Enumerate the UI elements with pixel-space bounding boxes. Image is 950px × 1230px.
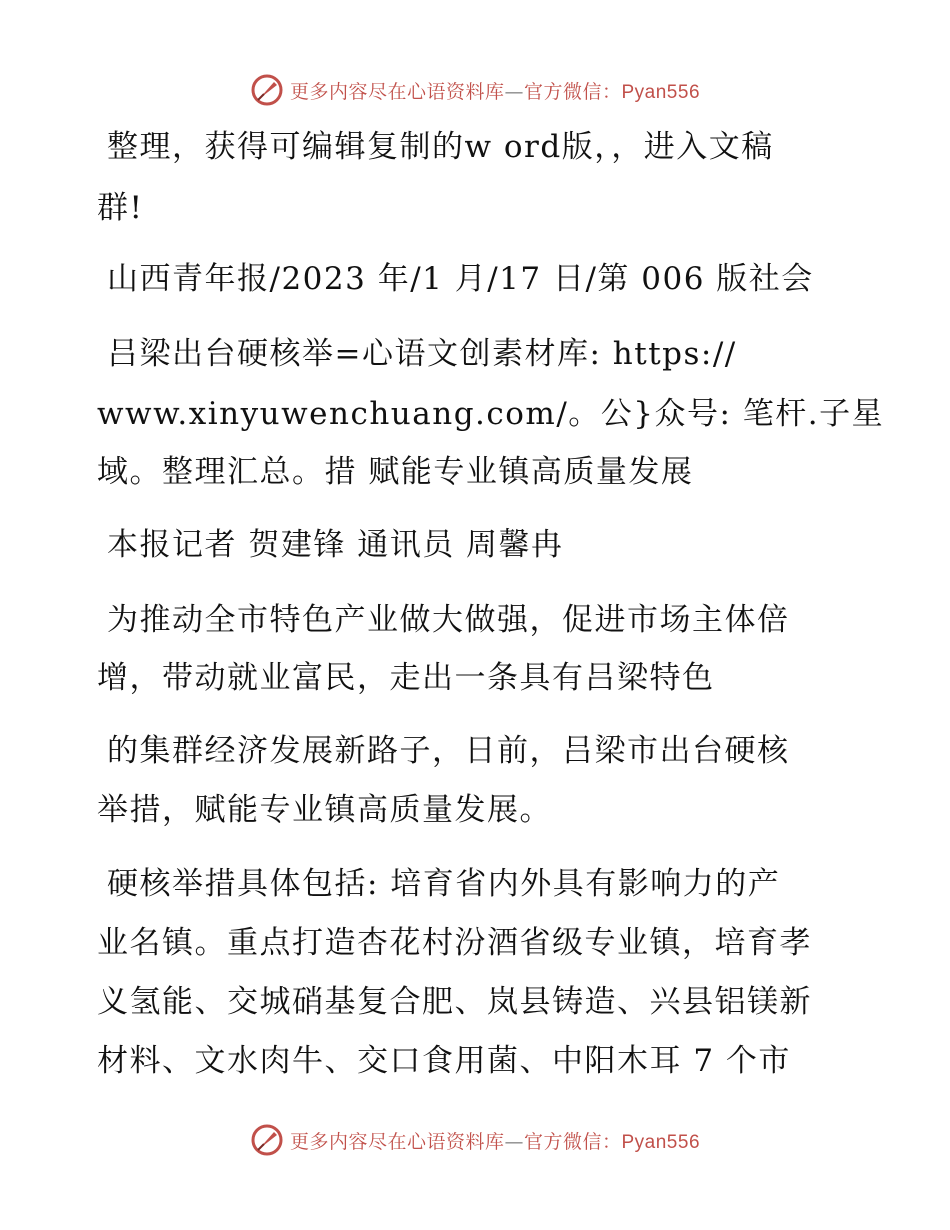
article-line: 本报记者 贺建锋 通讯员 周馨冉 — [107, 527, 564, 563]
banner-contact: 官方微信：Pyan556 — [524, 81, 701, 103]
banner-separator: — — [504, 80, 524, 103]
article-line: 义氢能、交城硝基复合肥、岚县铸造、兴县铝镁新 — [97, 984, 812, 1020]
article-line: 域。整理汇总。措 赋能专业镇高质量发展 — [97, 454, 694, 490]
article-line: 硬核举措具体包括: 培育省内外具有影响力的产 — [107, 866, 781, 902]
article-line: 为推动全市特色产业做大做强，促进市场主体倍 — [107, 602, 790, 638]
banner-title: 更多内容尽在心语资料库 — [289, 80, 505, 103]
header-banner — [0, 70, 950, 110]
article-line: 材料、文水肉牛、交口食用菌、中阳木耳 7 个市 — [97, 1043, 791, 1079]
article-line: 群! — [97, 190, 144, 226]
footer-banner — [0, 1120, 950, 1160]
footer-banner-contact: 官方微信：Pyan556 — [524, 1131, 701, 1153]
article-line: 的集群经济发展新路子，日前，吕梁市出台硬核 — [107, 733, 790, 769]
banner-text — [290, 77, 700, 104]
feather-logo-icon — [250, 73, 284, 107]
article-line: 山西青年报/2023 年/1 月/17 日/第 006 版社会 — [107, 261, 814, 297]
footer-banner-separator: — — [504, 1130, 524, 1153]
feather-logo-icon — [250, 1123, 284, 1157]
footer-banner-text — [290, 1127, 700, 1154]
article-line: 举措，赋能专业镇高质量发展。 — [97, 792, 552, 828]
article-line: www.xinyuwenchuang.com/。公}众号: 笔杆.子星 — [97, 396, 885, 432]
footer-banner-title: 更多内容尽在心语资料库 — [289, 1130, 505, 1153]
article-line: 吕梁出台硬核举=心语文创素材库: https:// — [107, 336, 737, 372]
article-line: 增，带动就业富民，走出一条具有吕梁特色 — [97, 660, 715, 696]
article-line: 整理，获得可编辑复制的w ord版，，进入文稿 — [107, 129, 774, 165]
article-line: 业名镇。重点打造杏花村汾酒省级专业镇，培育孝 — [97, 925, 812, 961]
